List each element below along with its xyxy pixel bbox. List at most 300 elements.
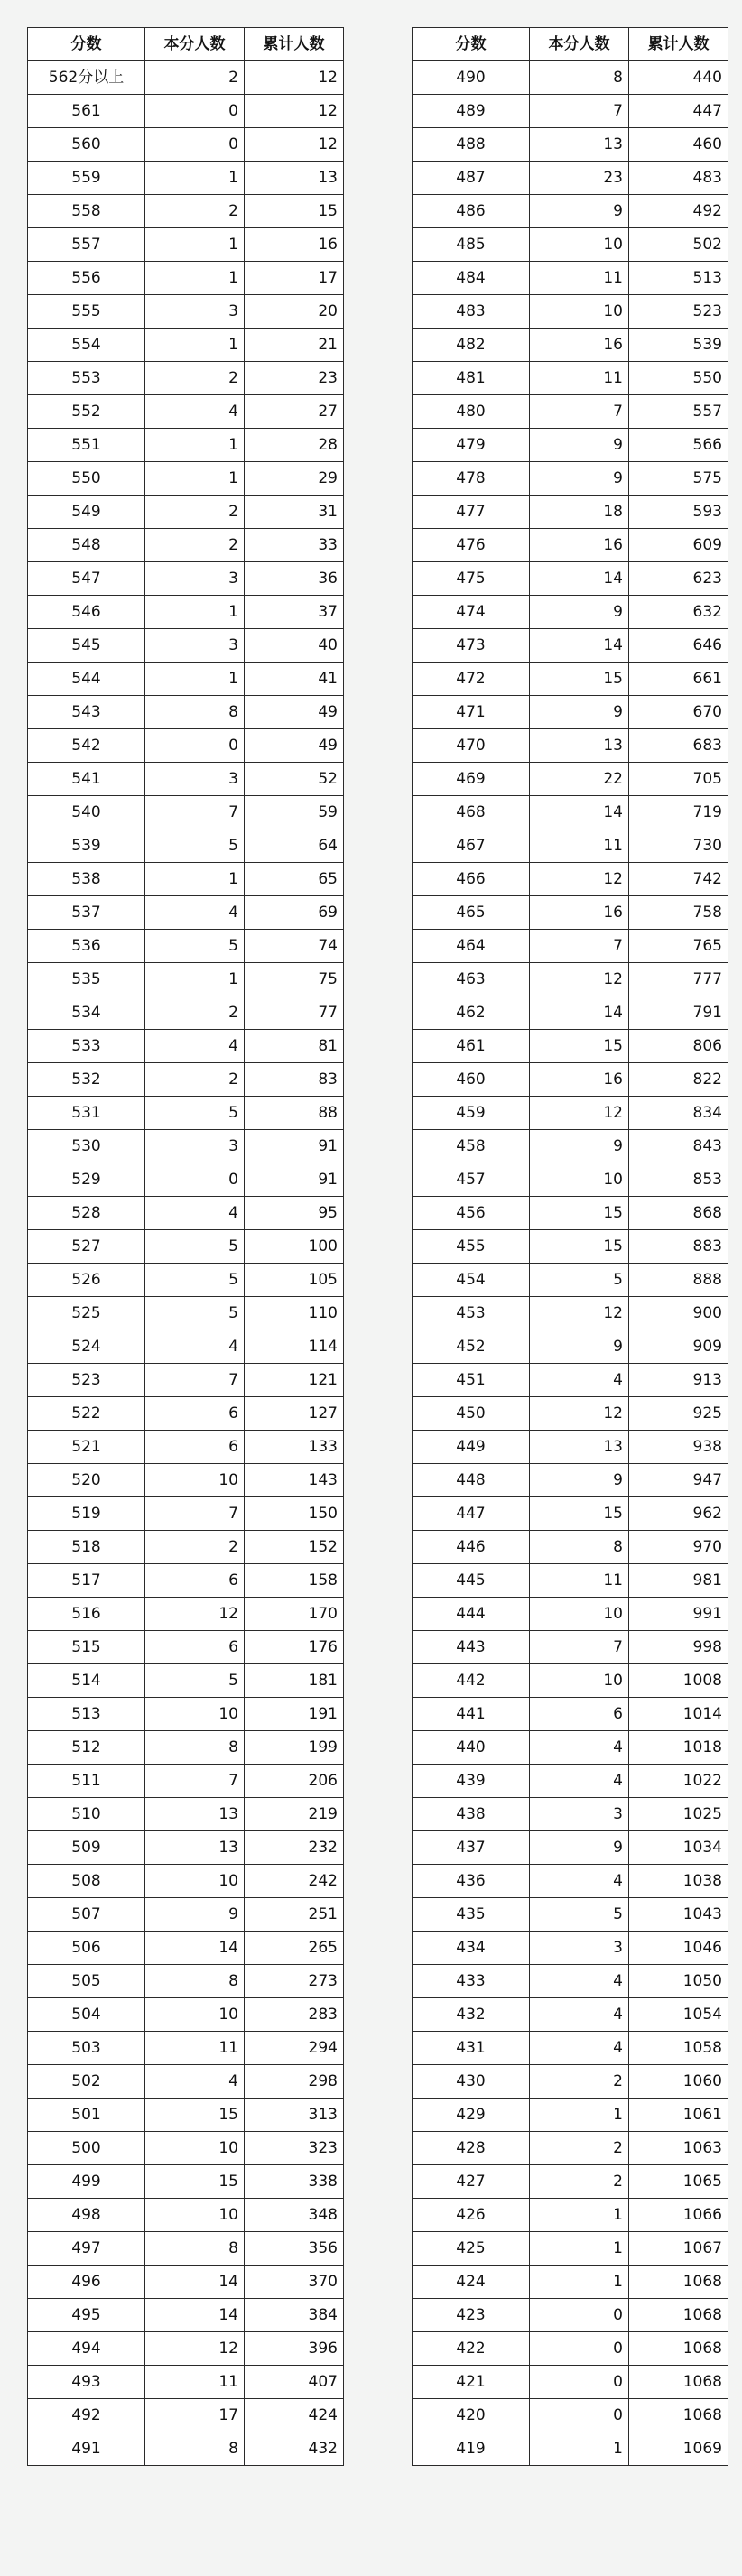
table-row	[413, 295, 728, 329]
score-cell: 435	[413, 1898, 530, 1932]
count-cell: 8	[145, 1965, 245, 1998]
table-row	[413, 2332, 728, 2366]
table-row	[413, 1998, 728, 2032]
table-row	[28, 1531, 344, 1564]
count-cell: 4	[530, 1364, 629, 1397]
count-cell: 10	[145, 1998, 245, 2032]
count-cell: 1	[145, 228, 245, 262]
table-row	[413, 329, 728, 362]
count-cell: 5	[145, 930, 245, 963]
table-row	[28, 1564, 344, 1598]
score-cell: 558	[28, 195, 145, 228]
score-cell: 456	[413, 1197, 530, 1230]
cumulative-cell: 609	[629, 529, 728, 562]
cumulative-cell: 1066	[629, 2199, 728, 2232]
score-cell: 560	[28, 128, 145, 162]
score-cell: 438	[413, 1798, 530, 1831]
table-row	[413, 2199, 728, 2232]
score-cell: 511	[28, 1765, 145, 1798]
score-cell: 476	[413, 529, 530, 562]
table-row	[413, 1932, 728, 1965]
score-cell: 439	[413, 1765, 530, 1798]
score-cell: 477	[413, 496, 530, 529]
count-cell: 7	[530, 930, 629, 963]
cumulative-cell: 12	[245, 61, 344, 95]
cumulative-cell: 791	[629, 996, 728, 1030]
count-cell: 11	[530, 829, 629, 863]
cumulative-cell: 1046	[629, 1932, 728, 1965]
cumulative-cell: 298	[245, 2065, 344, 2099]
cumulative-cell: 232	[245, 1831, 344, 1865]
table-row	[413, 1731, 728, 1765]
table-row	[413, 629, 728, 663]
count-cell: 12	[530, 863, 629, 896]
count-cell: 15	[530, 1230, 629, 1264]
count-cell: 10	[530, 1163, 629, 1197]
table-row	[28, 2299, 344, 2332]
table-row	[28, 2266, 344, 2299]
score-cell: 541	[28, 763, 145, 796]
count-cell: 4	[145, 1030, 245, 1063]
count-cell: 10	[530, 1664, 629, 1698]
count-cell: 1	[530, 2199, 629, 2232]
count-cell: 7	[145, 1765, 245, 1798]
count-cell: 0	[530, 2299, 629, 2332]
score-cell: 519	[28, 1497, 145, 1531]
cumulative-cell: 742	[629, 863, 728, 896]
score-cell: 451	[413, 1364, 530, 1397]
score-cell: 472	[413, 663, 530, 696]
table-row	[413, 2399, 728, 2432]
cumulative-cell: 883	[629, 1230, 728, 1264]
cumulative-cell: 219	[245, 1798, 344, 1831]
score-cell: 549	[28, 496, 145, 529]
cumulative-cell: 719	[629, 796, 728, 829]
count-cell: 1	[145, 429, 245, 462]
table-row	[28, 863, 344, 896]
count-cell: 2	[530, 2065, 629, 2099]
cumulative-cell: 566	[629, 429, 728, 462]
cumulative-cell: 758	[629, 896, 728, 930]
cumulative-cell: 913	[629, 1364, 728, 1397]
cumulative-cell: 981	[629, 1564, 728, 1598]
table-row	[28, 1932, 344, 1965]
table-row	[28, 1698, 344, 1731]
score-cell: 468	[413, 796, 530, 829]
score-cell: 447	[413, 1497, 530, 1531]
count-cell: 9	[530, 1330, 629, 1364]
score-cell: 515	[28, 1631, 145, 1664]
score-cell: 467	[413, 829, 530, 863]
table-row	[413, 763, 728, 796]
cumulative-cell: 121	[245, 1364, 344, 1397]
cumulative-cell: 110	[245, 1297, 344, 1330]
cumulative-cell: 502	[629, 228, 728, 262]
score-cell: 521	[28, 1431, 145, 1464]
table-row	[28, 295, 344, 329]
table-row	[28, 930, 344, 963]
cumulative-cell: 199	[245, 1731, 344, 1765]
count-cell: 5	[145, 1297, 245, 1330]
table-row	[413, 1163, 728, 1197]
count-cell: 1	[530, 2266, 629, 2299]
count-cell: 9	[530, 195, 629, 228]
cumulative-cell: 143	[245, 1464, 344, 1497]
table-row	[413, 829, 728, 863]
count-cell: 0	[530, 2366, 629, 2399]
table-row	[28, 963, 344, 996]
table-row	[413, 1097, 728, 1130]
count-cell: 3	[145, 562, 245, 596]
table-row	[28, 1364, 344, 1397]
score-cell: 427	[413, 2165, 530, 2199]
count-cell: 4	[530, 1965, 629, 1998]
score-cell: 460	[413, 1063, 530, 1097]
cumulative-cell: 356	[245, 2232, 344, 2266]
count-cell: 5	[145, 1664, 245, 1698]
score-cell: 457	[413, 1163, 530, 1197]
table-row	[413, 1030, 728, 1063]
score-cell: 453	[413, 1297, 530, 1330]
cumulative-cell: 947	[629, 1464, 728, 1497]
cumulative-cell: 52	[245, 763, 344, 796]
score-cell: 520	[28, 1464, 145, 1497]
table-row	[413, 2032, 728, 2065]
score-cell: 553	[28, 362, 145, 395]
table-row	[413, 2299, 728, 2332]
count-cell: 23	[530, 162, 629, 195]
cumulative-cell: 20	[245, 295, 344, 329]
score-cell: 495	[28, 2299, 145, 2332]
score-cell: 432	[413, 1998, 530, 2032]
cumulative-cell: 1025	[629, 1798, 728, 1831]
count-cell: 11	[530, 362, 629, 395]
count-cell: 7	[530, 95, 629, 128]
cumulative-cell: 407	[245, 2366, 344, 2399]
score-cell: 475	[413, 562, 530, 596]
count-cell: 7	[530, 1631, 629, 1664]
cumulative-cell: 646	[629, 629, 728, 663]
cumulative-cell: 88	[245, 1097, 344, 1130]
table-row	[413, 1598, 728, 1631]
table-row	[28, 529, 344, 562]
score-cell: 470	[413, 729, 530, 763]
header-cumulative: 累计人数	[629, 28, 728, 61]
count-cell: 1	[145, 162, 245, 195]
score-cell: 442	[413, 1664, 530, 1698]
score-cell: 538	[28, 863, 145, 896]
cumulative-cell: 447	[629, 95, 728, 128]
count-cell: 13	[530, 729, 629, 763]
count-cell: 14	[530, 562, 629, 596]
table-row	[28, 1130, 344, 1163]
table-row	[28, 2199, 344, 2232]
count-cell: 5	[530, 1898, 629, 1932]
table-row	[28, 362, 344, 395]
count-cell: 10	[145, 2132, 245, 2165]
score-cell: 454	[413, 1264, 530, 1297]
score-cell: 559	[28, 162, 145, 195]
cumulative-cell: 970	[629, 1531, 728, 1564]
count-cell: 14	[530, 996, 629, 1030]
table-row	[28, 395, 344, 429]
score-cell: 434	[413, 1932, 530, 1965]
score-cell: 481	[413, 362, 530, 395]
score-cell: 562分以上	[28, 61, 145, 95]
count-cell: 1	[145, 596, 245, 629]
score-cell: 522	[28, 1397, 145, 1431]
count-cell: 8	[530, 1531, 629, 1564]
score-cell: 480	[413, 395, 530, 429]
table-row	[413, 2266, 728, 2299]
table-row	[413, 1531, 728, 1564]
score-cell: 450	[413, 1397, 530, 1431]
table-row	[28, 796, 344, 829]
score-cell: 546	[28, 596, 145, 629]
count-cell: 22	[530, 763, 629, 796]
cumulative-cell: 105	[245, 1264, 344, 1297]
cumulative-cell: 1067	[629, 2232, 728, 2266]
count-cell: 4	[145, 395, 245, 429]
cumulative-cell: 1038	[629, 1865, 728, 1898]
table-row	[28, 1898, 344, 1932]
score-cell: 494	[28, 2332, 145, 2366]
cumulative-cell: 370	[245, 2266, 344, 2299]
score-cell: 550	[28, 462, 145, 496]
score-cell: 463	[413, 963, 530, 996]
count-cell: 12	[530, 1397, 629, 1431]
count-cell: 16	[530, 896, 629, 930]
table-row	[28, 61, 344, 95]
table-row	[413, 863, 728, 896]
cumulative-cell: 150	[245, 1497, 344, 1531]
score-cell: 469	[413, 763, 530, 796]
score-cell: 507	[28, 1898, 145, 1932]
score-cell: 493	[28, 2366, 145, 2399]
score-cell: 501	[28, 2099, 145, 2132]
count-cell: 1	[145, 462, 245, 496]
table-row	[28, 1798, 344, 1831]
table-row	[28, 228, 344, 262]
table-row	[28, 1097, 344, 1130]
cumulative-cell: 49	[245, 729, 344, 763]
cumulative-cell: 440	[629, 61, 728, 95]
cumulative-cell: 15	[245, 195, 344, 228]
count-cell: 1	[145, 663, 245, 696]
score-cell: 516	[28, 1598, 145, 1631]
score-cell: 491	[28, 2432, 145, 2466]
cumulative-cell: 313	[245, 2099, 344, 2132]
cumulative-cell: 91	[245, 1130, 344, 1163]
score-cell: 540	[28, 796, 145, 829]
score-cell: 443	[413, 1631, 530, 1664]
score-cell: 487	[413, 162, 530, 195]
score-cell: 433	[413, 1965, 530, 1998]
count-cell: 13	[530, 128, 629, 162]
cumulative-cell: 888	[629, 1264, 728, 1297]
score-cell: 536	[28, 930, 145, 963]
count-cell: 1	[145, 863, 245, 896]
cumulative-cell: 152	[245, 1531, 344, 1564]
count-cell: 0	[145, 729, 245, 763]
count-cell: 5	[145, 1097, 245, 1130]
score-cell: 505	[28, 1965, 145, 1998]
table-row	[28, 2366, 344, 2399]
count-cell: 2	[145, 496, 245, 529]
table-row	[28, 1965, 344, 1998]
cumulative-cell: 77	[245, 996, 344, 1030]
count-cell: 9	[530, 1464, 629, 1497]
table-row	[28, 1765, 344, 1798]
cumulative-cell: 133	[245, 1431, 344, 1464]
cumulative-cell: 81	[245, 1030, 344, 1063]
count-cell: 0	[530, 2332, 629, 2366]
count-cell: 2	[530, 2165, 629, 2199]
table-row	[28, 2232, 344, 2266]
score-cell: 428	[413, 2132, 530, 2165]
header-cumulative: 累计人数	[245, 28, 344, 61]
table-row	[28, 1631, 344, 1664]
table-row	[413, 1431, 728, 1464]
header-row	[413, 28, 728, 61]
cumulative-cell: 1068	[629, 2266, 728, 2299]
cumulative-cell: 338	[245, 2165, 344, 2199]
cumulative-cell: 730	[629, 829, 728, 863]
table-row	[413, 362, 728, 395]
cumulative-cell: 40	[245, 629, 344, 663]
count-cell: 6	[145, 1431, 245, 1464]
cumulative-cell: 925	[629, 1397, 728, 1431]
cumulative-cell: 962	[629, 1497, 728, 1531]
score-cell: 552	[28, 395, 145, 429]
cumulative-cell: 396	[245, 2332, 344, 2366]
count-cell: 2	[145, 61, 245, 95]
cumulative-cell: 12	[245, 95, 344, 128]
cumulative-cell: 1068	[629, 2399, 728, 2432]
count-cell: 13	[145, 1798, 245, 1831]
count-cell: 10	[145, 1698, 245, 1731]
table-row	[28, 1598, 344, 1631]
cumulative-cell: 513	[629, 262, 728, 295]
count-cell: 10	[530, 1598, 629, 1631]
table-row	[413, 1264, 728, 1297]
score-cell: 512	[28, 1731, 145, 1765]
cumulative-cell: 242	[245, 1865, 344, 1898]
cumulative-cell: 100	[245, 1230, 344, 1264]
table-row	[28, 2432, 344, 2466]
score-cell: 504	[28, 1998, 145, 2032]
table-row	[413, 1230, 728, 1264]
cumulative-cell: 29	[245, 462, 344, 496]
count-cell: 0	[530, 2399, 629, 2432]
count-cell: 15	[530, 1030, 629, 1063]
score-cell: 462	[413, 996, 530, 1030]
cumulative-cell: 1022	[629, 1765, 728, 1798]
score-cell: 488	[413, 128, 530, 162]
score-cell: 458	[413, 1130, 530, 1163]
table-row	[413, 1865, 728, 1898]
cumulative-cell: 1008	[629, 1664, 728, 1698]
count-cell: 4	[530, 1998, 629, 2032]
cumulative-cell: 765	[629, 930, 728, 963]
score-cell: 420	[413, 2399, 530, 2432]
count-cell: 11	[145, 2032, 245, 2065]
cumulative-cell: 1054	[629, 1998, 728, 2032]
table-row	[413, 1564, 728, 1598]
table-row	[413, 61, 728, 95]
cumulative-cell: 575	[629, 462, 728, 496]
table-row	[28, 429, 344, 462]
cumulative-cell: 539	[629, 329, 728, 362]
count-cell: 10	[145, 1464, 245, 1497]
table-row	[413, 95, 728, 128]
cumulative-cell: 1043	[629, 1898, 728, 1932]
count-cell: 7	[145, 796, 245, 829]
count-cell: 4	[145, 1330, 245, 1364]
header-score: 分数	[413, 28, 530, 61]
count-cell: 8	[145, 2432, 245, 2466]
count-cell: 0	[145, 1163, 245, 1197]
cumulative-cell: 158	[245, 1564, 344, 1598]
cumulative-cell: 65	[245, 863, 344, 896]
table-row	[413, 1497, 728, 1531]
cumulative-cell: 206	[245, 1765, 344, 1798]
table-row	[28, 95, 344, 128]
table-row	[28, 1297, 344, 1330]
table-row	[413, 796, 728, 829]
count-cell: 13	[145, 1831, 245, 1865]
cumulative-cell: 348	[245, 2199, 344, 2232]
score-cell: 557	[28, 228, 145, 262]
cumulative-cell: 1069	[629, 2432, 728, 2466]
cumulative-cell: 384	[245, 2299, 344, 2332]
cumulative-cell: 95	[245, 1197, 344, 1230]
score-cell: 503	[28, 2032, 145, 2065]
header-row	[28, 28, 344, 61]
table-row	[413, 2132, 728, 2165]
score-cell: 482	[413, 329, 530, 362]
count-cell: 14	[145, 2266, 245, 2299]
table-row	[28, 1865, 344, 1898]
cumulative-cell: 1068	[629, 2299, 728, 2332]
count-cell: 9	[530, 596, 629, 629]
score-cell: 461	[413, 1030, 530, 1063]
table-row	[413, 1831, 728, 1865]
table-row	[413, 1664, 728, 1698]
cumulative-cell: 114	[245, 1330, 344, 1364]
cumulative-cell: 64	[245, 829, 344, 863]
table-row	[413, 496, 728, 529]
count-cell: 3	[145, 1130, 245, 1163]
score-cell: 498	[28, 2199, 145, 2232]
table-row	[413, 963, 728, 996]
score-cell: 545	[28, 629, 145, 663]
cumulative-cell: 822	[629, 1063, 728, 1097]
score-cell: 430	[413, 2065, 530, 2099]
score-cell: 426	[413, 2199, 530, 2232]
count-cell: 5	[145, 1230, 245, 1264]
cumulative-cell: 1060	[629, 2065, 728, 2099]
count-cell: 3	[530, 1932, 629, 1965]
score-cell: 459	[413, 1097, 530, 1130]
score-cell: 542	[28, 729, 145, 763]
table-row	[28, 2099, 344, 2132]
cumulative-cell: 323	[245, 2132, 344, 2165]
table-row	[413, 1965, 728, 1998]
count-cell: 1	[145, 963, 245, 996]
cumulative-cell: 265	[245, 1932, 344, 1965]
table-row	[28, 2165, 344, 2199]
